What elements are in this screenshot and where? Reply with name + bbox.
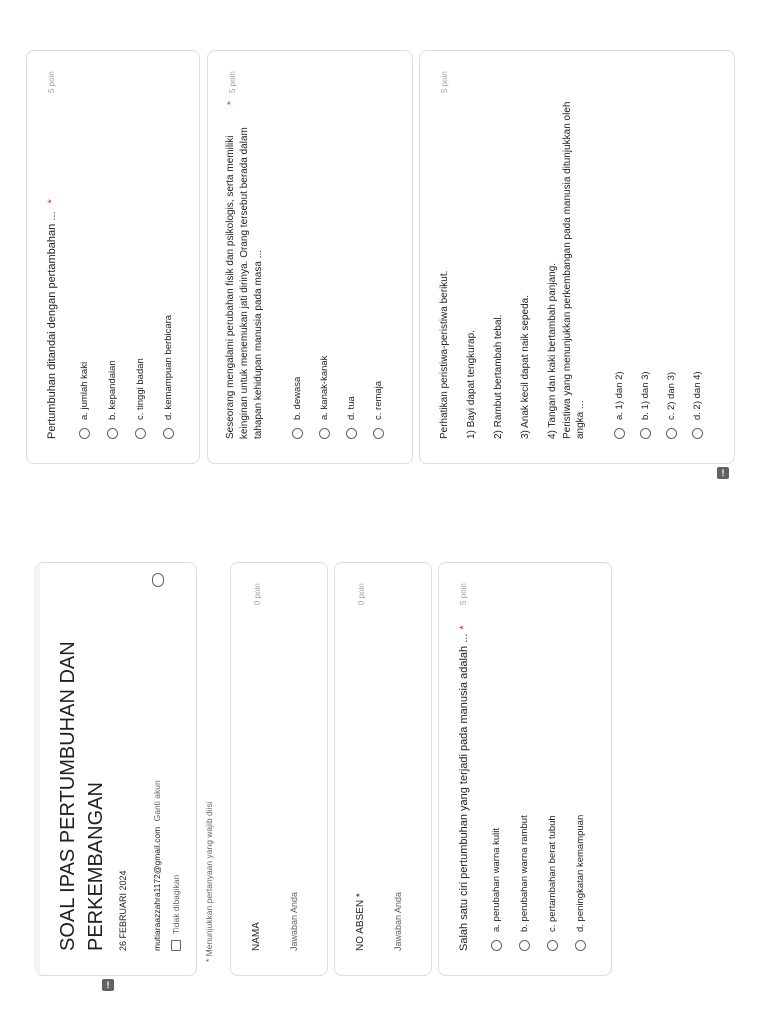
- q2-option-b-label: b. kepandaian: [107, 360, 118, 420]
- question-4-item-4: 4) Tangan dan kaki bertambah panjang.: [547, 262, 558, 439]
- question-2-points: 5 poin: [47, 71, 56, 93]
- radio-button-icon[interactable]: [614, 428, 625, 439]
- question-4-text: Peristiwa yang menunjukkan perkembangan pada manusia ditunjukkan oleh angka ...: [562, 101, 586, 439]
- not-shared-row: [171, 875, 181, 951]
- q3-option-d[interactable]: [346, 396, 357, 439]
- question-1-points: 5 poin: [459, 583, 468, 605]
- required-note-container: [190, 562, 230, 974]
- q1-option-b-label: b. perubahan warna rambut: [519, 815, 530, 932]
- switch-account-link[interactable]: Ganti akun: [152, 780, 162, 822]
- question-4-card: [419, 50, 735, 464]
- radio-button-icon[interactable]: [79, 428, 90, 439]
- account-row: [152, 780, 162, 951]
- question-4-item-3: 3) Anak kecil dapat naik sepeda.: [520, 295, 531, 439]
- form-header-card: [34, 562, 197, 976]
- question-4-item-2: 2) Rambut bertambah tebal.: [493, 314, 504, 439]
- question-3-text: Seseorang mengalami perubahan fisik dan psikologis, serta memiliki keinginan untuk menemukan jati dirinya. Orang tersebut berada dalam tahapan kehidupan manusia pada masa ...: [225, 127, 264, 439]
- question-1-text: Salah satu ciri pertumbuhan yang terjadi pada manusia adalah ...: [458, 633, 470, 951]
- q1-option-d-label: d. peningkatan kemampuan: [575, 814, 586, 932]
- radio-button-icon[interactable]: [547, 940, 558, 951]
- report-flag-icon[interactable]: !: [717, 467, 729, 479]
- form-title: SOAL IPAS PERTUMBUHAN DAN PERKEMBANGAN: [57, 641, 107, 951]
- q2-option-d[interactable]: [163, 315, 174, 439]
- nama-card: [230, 562, 328, 976]
- q2-option-c[interactable]: [135, 358, 146, 439]
- question-3-points: 5 poin: [228, 71, 237, 93]
- q2-option-d-label: d. kemampuan berbicara: [163, 314, 174, 420]
- question-3-card: [207, 50, 413, 464]
- q3-option-a-label: a. kanak-kanak: [319, 355, 330, 420]
- radio-button-icon[interactable]: [491, 940, 502, 951]
- question-4-intro: Perhatikan peristiwa-peristiwa berikut.: [439, 270, 450, 439]
- question-3-required: *: [226, 101, 237, 105]
- radio-button-icon[interactable]: [373, 428, 384, 439]
- q4-option-d[interactable]: [692, 371, 703, 439]
- question-4-points: 5 poin: [440, 71, 449, 93]
- radio-button-icon[interactable]: [640, 428, 651, 439]
- account-email: mutiaraazzahra1172@gmail.com: [152, 826, 162, 951]
- question-2-required: *: [46, 199, 58, 204]
- radio-button-icon[interactable]: [319, 428, 330, 439]
- absen-label: NO ABSEN *: [355, 893, 366, 951]
- nama-points: 0 poin: [253, 583, 262, 605]
- q4-option-b[interactable]: [640, 371, 651, 439]
- q3-option-a[interactable]: [319, 356, 330, 439]
- nama-input[interactable]: Jawaban Anda: [289, 891, 299, 951]
- report-flag-icon[interactable]: !: [102, 979, 114, 991]
- form-date: 26 FEBRUARI 2024: [118, 870, 128, 951]
- radio-button-icon[interactable]: [692, 428, 703, 439]
- radio-button-icon[interactable]: [292, 428, 303, 439]
- q1-option-d[interactable]: [575, 815, 586, 951]
- question-1-title: [457, 621, 471, 951]
- question-1-card: [438, 562, 612, 976]
- question-2-title: [45, 109, 59, 439]
- radio-button-icon[interactable]: [666, 428, 677, 439]
- radio-button-icon[interactable]: [135, 428, 146, 439]
- absen-input[interactable]: Jawaban Anda: [393, 891, 403, 951]
- absen-points: 0 poin: [357, 583, 366, 605]
- radio-button-icon[interactable]: [575, 940, 586, 951]
- nama-label: NAMA: [251, 922, 262, 951]
- q3-option-b-label: b. dewasa: [292, 376, 303, 420]
- q2-option-a-label: a. jumlah kaki: [79, 361, 90, 420]
- absen-card: [334, 562, 432, 976]
- q3-option-d-label: d. tua: [346, 396, 357, 420]
- q3-option-c-label: c. remaja: [373, 380, 384, 420]
- not-shared-label: Tidak dibagikan: [171, 874, 181, 934]
- q1-option-c-label: c. pertambahan berat tubuh: [547, 815, 558, 932]
- q1-option-a-label: a. perubahan warna kulit: [491, 827, 502, 932]
- radio-button-icon[interactable]: [346, 428, 357, 439]
- q4-option-c-label: c. 2) dan 3): [666, 371, 677, 420]
- q4-option-a-label: a. 1) dan 2): [614, 371, 625, 420]
- q1-option-a[interactable]: [491, 828, 502, 951]
- q4-option-c[interactable]: [666, 372, 677, 439]
- q2-option-b[interactable]: [107, 360, 118, 439]
- radio-button-icon[interactable]: [107, 428, 118, 439]
- question-4-item-1: 1) Bayi dapat tengkurap.: [466, 330, 477, 439]
- radio-button-icon[interactable]: [163, 428, 174, 439]
- q2-option-a[interactable]: [79, 362, 90, 439]
- radio-button-icon[interactable]: [519, 940, 530, 951]
- q3-option-c[interactable]: [373, 381, 384, 439]
- question-2-text: Pertumbuhan ditandai dengan pertambahan ...: [46, 211, 58, 439]
- q1-option-c[interactable]: [547, 815, 558, 951]
- question-2-card: [26, 50, 200, 464]
- q4-option-b-label: b. 1) dan 3): [640, 371, 651, 420]
- q1-option-b[interactable]: [519, 815, 530, 951]
- question-1-required: *: [458, 625, 470, 630]
- required-note: * Menunjukkan pertanyaan yang wajib diisi: [204, 801, 214, 962]
- not-shared-icon: [171, 940, 181, 951]
- q4-option-a[interactable]: [614, 371, 625, 439]
- cloud-off-icon: [152, 573, 164, 587]
- q3-option-b[interactable]: [292, 377, 303, 439]
- q4-option-d-label: d. 2) dan 4): [692, 371, 703, 420]
- question-3-title: [224, 119, 266, 439]
- q2-option-c-label: c. tinggi badan: [135, 358, 146, 420]
